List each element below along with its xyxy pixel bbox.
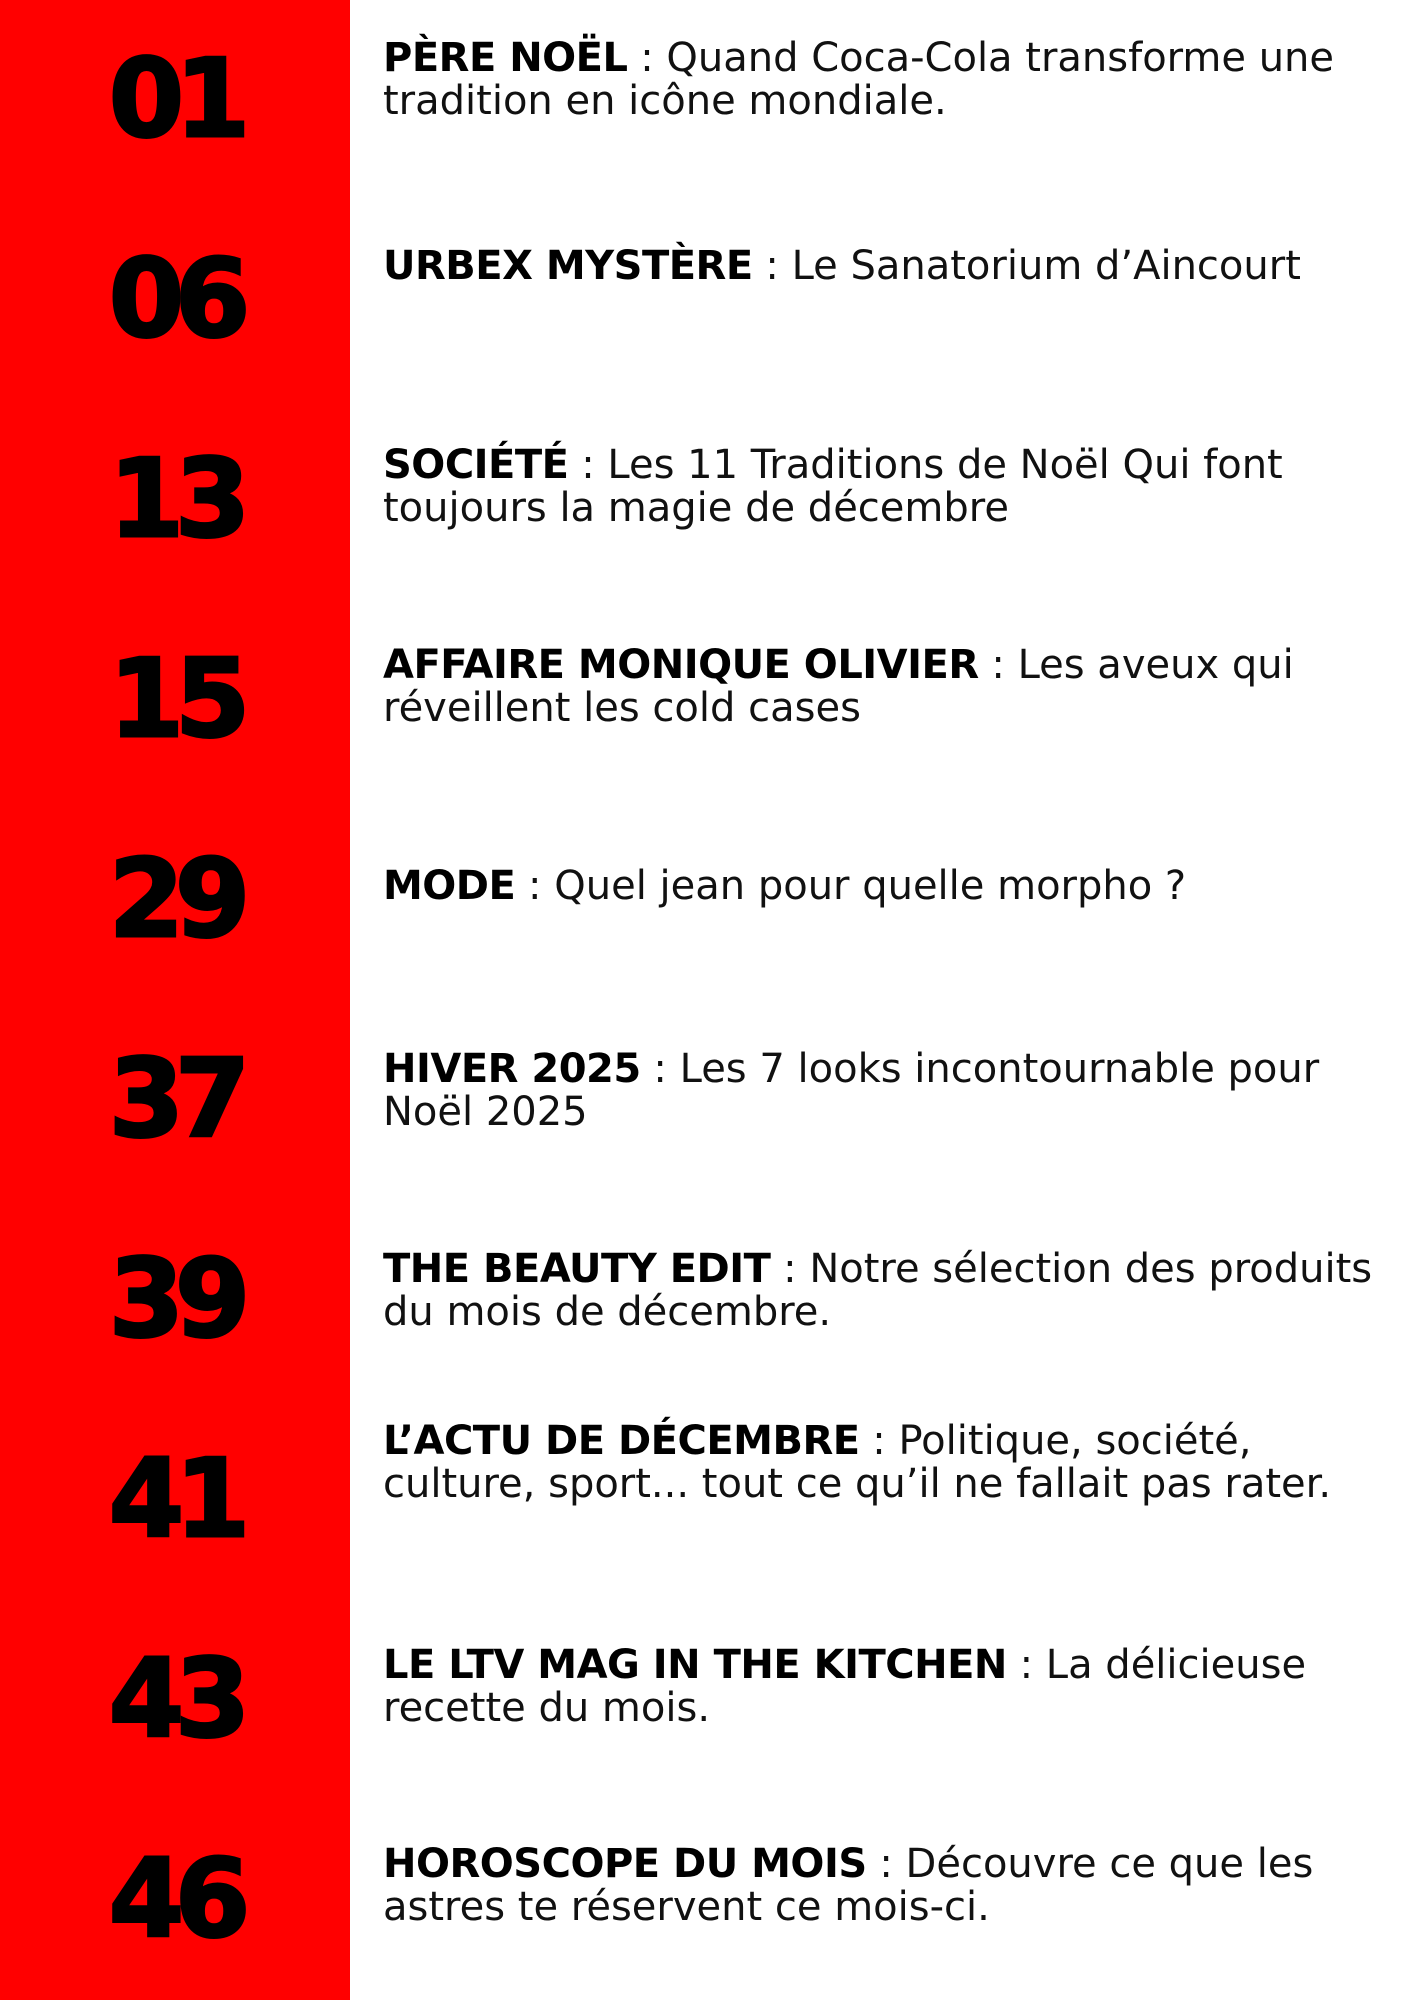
toc-entry[interactable] <box>0 1800 1414 2000</box>
entry-description: La délicieuse recette du mois. <box>383 1642 1307 1731</box>
toc-entry[interactable] <box>0 1600 1414 1800</box>
entry-text <box>383 1420 1383 1506</box>
toc-entry[interactable] <box>0 600 1414 800</box>
entry-separator: : <box>640 1046 680 1092</box>
toc-entry[interactable] <box>0 200 1414 400</box>
entry-description: Quand Coca-Cola transforme une tradition en icône mondiale. <box>383 35 1335 124</box>
entry-heading: SOCIÉTÉ <box>383 442 569 488</box>
entry-heading: MODE <box>383 863 516 909</box>
entry-description: Le Sanatorium d’Aincourt <box>791 243 1301 289</box>
page-number: 39 <box>108 1237 242 1362</box>
entry-description: Découvre ce que les astres te réservent ce mois-ci. <box>383 1841 1314 1930</box>
entry-separator: : <box>627 35 667 81</box>
entry-description: Notre sélection des produits du mois de décembre. <box>383 1246 1373 1335</box>
page-number: 41 <box>108 1437 242 1562</box>
entry-separator: : <box>866 1841 906 1887</box>
entry-description: Les 7 looks incontournable pour Noël 2025 <box>383 1046 1320 1135</box>
entry-text <box>383 1843 1383 1929</box>
entry-separator: : <box>770 1246 810 1292</box>
entry-heading: L’ACTU DE DÉCEMBRE <box>383 1418 860 1464</box>
entry-heading: URBEX MYSTÈRE <box>383 243 753 289</box>
page-number: 01 <box>108 37 242 162</box>
entry-separator: : <box>859 1418 899 1464</box>
page-number: 46 <box>108 1837 242 1962</box>
entry-description: Politique, société, culture, sport... tout ce qu’il ne fallait pas rater. <box>383 1418 1332 1507</box>
entry-heading: HOROSCOPE DU MOIS <box>383 1841 867 1887</box>
page-number: 37 <box>108 1037 242 1162</box>
page-number: 15 <box>108 637 242 762</box>
entry-separator: : <box>752 243 792 289</box>
entry-heading: THE BEAUTY EDIT <box>383 1246 771 1292</box>
page-number: 29 <box>108 837 242 962</box>
entry-heading: HIVER 2025 <box>383 1046 641 1092</box>
entry-heading: LE LTV MAG IN THE KITCHEN <box>383 1642 1007 1688</box>
entry-description: Les 11 Traditions de Noël Qui font toujours la magie de décembre <box>383 442 1283 531</box>
entry-text <box>383 444 1383 530</box>
entry-heading: AFFAIRE MONIQUE OLIVIER <box>383 642 979 688</box>
toc-entry[interactable] <box>0 1400 1414 1600</box>
entry-text <box>383 1048 1383 1134</box>
entry-separator: : <box>568 442 608 488</box>
page-number: 43 <box>108 1637 242 1762</box>
entry-text <box>383 1644 1383 1730</box>
entry-description: Les aveux qui réveillent les cold cases <box>383 642 1294 731</box>
toc-entry[interactable] <box>0 0 1414 200</box>
entry-text <box>383 1248 1383 1334</box>
entry-heading: PÈRE NOËL <box>383 35 628 81</box>
entry-text <box>383 245 1383 288</box>
toc-entry[interactable] <box>0 800 1414 1000</box>
page-number: 13 <box>108 437 242 562</box>
entry-text <box>383 644 1383 730</box>
toc-entry[interactable] <box>0 1200 1414 1400</box>
entry-separator: : <box>1006 1642 1046 1688</box>
entry-separator: : <box>515 863 555 909</box>
page-number: 06 <box>108 237 242 362</box>
entry-description: Quel jean pour quelle morpho ? <box>554 863 1187 909</box>
toc-entry[interactable] <box>0 1000 1414 1200</box>
entry-separator: : <box>978 642 1018 688</box>
entry-text <box>383 865 1383 908</box>
toc-entry[interactable] <box>0 400 1414 600</box>
entry-text <box>383 37 1383 123</box>
